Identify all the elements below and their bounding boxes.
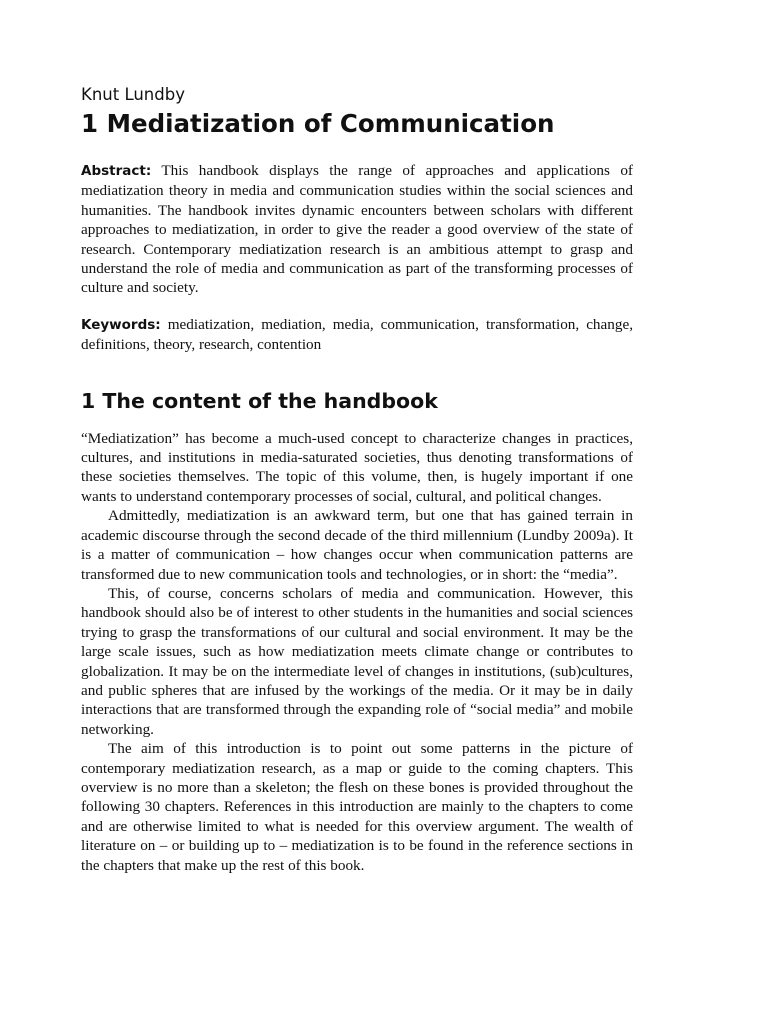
chapter-title: 1 Mediatization of Communication — [81, 109, 555, 138]
paragraph: Admittedly, mediatization is an awkward term, but one that has gained terrain in academic discourse through the second decade of the third millennium (Lundby 2009a). It is a matter of communication – how changes occur when communication patterns are transformed due to new communication tools and technologies, or in short: the “media”. — [81, 507, 633, 583]
abstract-text: This handbook displays the range of approaches and applications of mediatization theory in media and communication studies within the social sciences and humanities. The handbook invites dynamic encounters between scholars with different approaches to mediatization, in order to give the reader a good overview of the state of research. Contemporary mediatization research is an ambitious attempt to grasp and understand the role of media and communication as part of the transforming processes of culture and society. — [81, 162, 633, 297]
section-heading: 1 The content of the handbook — [81, 388, 438, 413]
keywords-label: Keywords: — [81, 316, 161, 333]
section-body — [81, 429, 633, 875]
abstract-label: Abstract: — [81, 163, 152, 179]
keywords — [81, 315, 633, 355]
keywords-text: mediatization, mediation, media, communication, transformation, change, definitions, theory, research, contention — [81, 315, 633, 354]
document-page — [81, 84, 633, 875]
author-name: Knut Lundby — [81, 85, 185, 104]
abstract — [81, 161, 633, 298]
paragraph: “Mediatization” has become a much-used concept to characterize changes in practices, cultures, and institutions in media-saturated societies, thus denoting transformations of these societies themselves. The topic of this volume, then, is hugely important if one wants to understand contemporary processes of social, cultural, and political changes. — [81, 429, 633, 505]
paragraph: The aim of this introduction is to point out some patterns in the picture of contemporary mediatization research, as a map or guide to the coming chapters. This overview is no more than a skeleton; the flesh on these bones is provided throughout the following 30 chapters. References in this introduction are mainly to the chapters to come and are otherwise limited to what is needed for this overview argument. The wealth of literature on – or building up to – mediatization is to be found in the reference sections in the chapters that make up the rest of this book. — [81, 740, 633, 874]
paragraph: This, of course, concerns scholars of media and communication. However, this handbook should also be of interest to other students in the humanities and social sciences trying to grasp the transformations of our cultural and social environment. It may be the large scale issues, such as how mediatization meets climate change or contributes to globalization. It may be on the intermediate level of changes in institutions, (sub)cultures, and public spheres that are infused by the workings of the media. Or it may be in daily interactions that are transformed through the expanding role of “social media” and mobile networking. — [81, 584, 633, 738]
